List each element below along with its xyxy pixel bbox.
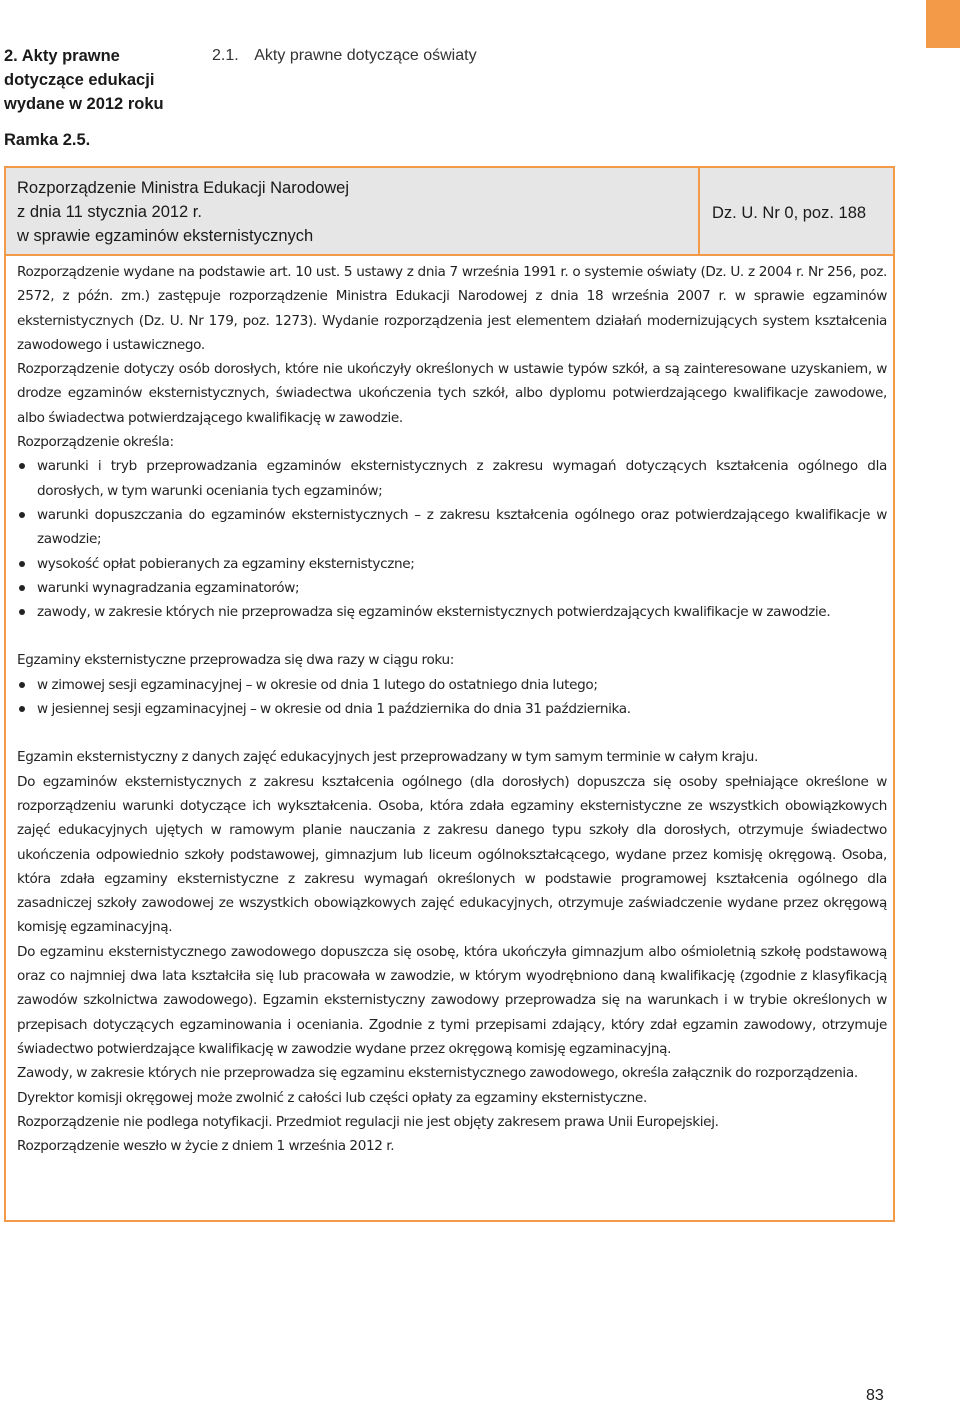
body-paragraph: Rozporządzenie dotyczy osób dorosłych, które nie ukończyły określonych w ustawie typów szkół, a są zainteresowane uzyskaniem, w drodze egzaminów eksternistycznych, świadectwa ukończenia tych szkół, albo dyplomu potwierdzającego kwalifikacje zawodowe, albo świadectwa potwierdzającego kwalifikację w zawodzie. xyxy=(17,361,887,426)
page-number: 83 xyxy=(866,1387,884,1404)
list-item-text: w zimowej sesji egzaminacyjnej – w okresie od dnia 1 lutego do ostatniego dnia lutego; xyxy=(37,676,598,693)
list-item xyxy=(17,576,887,600)
journal-reference: Dz. U. Nr 0, poz. 188 xyxy=(712,204,867,222)
chapter-heading xyxy=(4,44,204,116)
body-paragraph: Do egzaminów eksternistycznych z zakresu kształcenia ogólnego (dla dorosłych) dopuszcza się osoby spełniające określone w rozporządzeniu warunki dotyczące ich wykształcenia. Osoba, która zdała egzaminy eksternistyczne ze wszystkich obowiązkowych zajęć edukacyjnych ujętych w ramowym planie nauczania z zakresu danego typu szkoły dla dorosłych, otrzymuje świadectwo ukończenia odpowiednio szkoły podstawowej, gimnazjum lub liceum ogólnokształcącego, wydane przez komisję okręgową. Osoba, która zdała egzaminy eksternistyczne z zakresu wymagań określonych w podstawie programowej kształcenia ogólnego dla zasadniczej szkoły zawodowej ze wszystkich obowiązkowych zajęć edukacyjnych, otrzymuje zaświadczenie wydane przez okręgową komisję egzaminacyjną. xyxy=(17,773,887,936)
ramka-label: Ramka 2.5. xyxy=(4,131,91,149)
body-paragraph: Egzaminy eksternistyczne przeprowadza się dwa razy w ciągu roku: xyxy=(17,652,455,669)
regulation-box-header xyxy=(6,168,893,256)
bullet-icon xyxy=(19,463,25,469)
section-title: Akty prawne dotyczące oświaty xyxy=(254,47,477,64)
scope-list xyxy=(17,454,887,624)
spacer xyxy=(17,624,887,648)
list-item xyxy=(17,552,887,576)
section-number: 2.1. xyxy=(212,47,239,64)
list-item xyxy=(17,673,887,697)
bullet-icon xyxy=(19,512,25,518)
spacer xyxy=(17,721,887,745)
list-item xyxy=(17,454,887,503)
regulation-title-line: w sprawie egzaminów eksternistycznych xyxy=(17,227,314,245)
body-paragraph: Dyrektor komisji okręgowej może zwolnić z całości lub części opłaty za egzaminy eksternistyczne. xyxy=(17,1089,647,1106)
regulation-body xyxy=(17,260,887,1158)
regulation-box xyxy=(4,166,895,1222)
body-paragraph: Rozporządzenie nie podlega notyfikacji. Przedmiot regulacji nie jest objęty zakresem prawa Unii Europejskiej. xyxy=(17,1113,719,1130)
list-item xyxy=(17,503,887,552)
list-item-text: w jesiennej sesji egzaminacyjnej – w okresie od dnia 1 października do dnia 31 października. xyxy=(37,701,631,718)
bullet-icon xyxy=(19,609,25,615)
body-paragraph: Do egzaminu eksternistycznego zawodowego dopuszcza się osobę, która ukończyła gimnazjum albo ośmioletnią szkołę podstawową oraz co najmniej dwa lata kształciła się lub pracowała w zawodzie, w którym wyodrębniono daną kwalifikację (zgodnie z klasyfikacją zawodów szkolnictwa zawodowego). Egzamin eksternistyczny zawodowy przeprowadza się na warunkach i w trybie określonych w przepisach dotyczących egzaminowania i oceniania. Zgodnie z tymi przepisami zdający, który zdał egzamin zawodowy, otrzymuje świadectwo potwierdzające kwalifikację w zawodzie wydane przez okręgową komisję egzaminacyjną. xyxy=(17,943,887,1057)
header-divider xyxy=(698,168,700,254)
body-paragraph: Egzamin eksternistyczny z danych zajęć edukacyjnych jest przeprowadzany w tym samym terminie w całym kraju. xyxy=(17,749,758,766)
chapter-heading-line: 2. Akty prawne xyxy=(4,47,120,65)
bullet-icon xyxy=(19,585,25,591)
list-item xyxy=(17,600,887,624)
body-paragraph: Rozporządzenie określa: xyxy=(17,434,174,451)
orange-corner-tab xyxy=(926,0,960,48)
section-heading xyxy=(212,44,477,68)
bullet-icon xyxy=(19,682,25,688)
regulation-title-line: Rozporządzenie Ministra Edukacji Narodowej xyxy=(17,179,349,197)
list-item-text: wysokość opłat pobieranych za egzaminy eksternistyczne; xyxy=(37,555,415,572)
list-item-text: zawody, w zakresie których nie przeprowadza się egzaminów eksternistycznych potwierdzających kwalifikacje w zawodzie. xyxy=(37,604,831,621)
list-item-text: warunki i tryb przeprowadzania egzaminów eksternistycznych z zakresu wymagań dotyczących kształcenia ogólnego dla dorosłych, w tym warunki oceniania tych egzaminów; xyxy=(37,458,887,499)
regulation-title xyxy=(17,176,687,248)
body-paragraph: Rozporządzenie wydane na podstawie art. 10 ust. 5 ustawy z dnia 7 września 1991 r. o systemie oświaty (Dz. U. z 2004 r. Nr 256, poz. 2572, z późn. zm.) zastępuje rozporządzenie Ministra Edukacji Narodowej z dnia 18 września 2007 r. w sprawie egzaminów eksternistycznych (Dz. U. Nr 179, poz. 1273). Wydanie rozporządzenia jest elementem działań modernizujących system kształcenia zawodowego i ustawicznego. xyxy=(17,264,887,353)
body-paragraph: Zawody, w zakresie których nie przeprowadza się egzaminu eksternistycznego zawodowego, określa załącznik do rozporządzenia. xyxy=(17,1065,858,1082)
list-item-text: warunki wynagradzania egzaminatorów; xyxy=(37,579,300,596)
bullet-icon xyxy=(19,706,25,712)
body-paragraph: Rozporządzenie weszło w życie z dniem 1 września 2012 r. xyxy=(17,1138,395,1155)
list-item xyxy=(17,697,887,721)
chapter-heading-line: dotyczące edukacji xyxy=(4,71,155,89)
bullet-icon xyxy=(19,561,25,567)
chapter-heading-line: wydane w 2012 roku xyxy=(4,95,164,113)
list-item-text: warunki dopuszczania do egzaminów eksternistycznych – z zakresu kształcenia ogólnego oraz potwierdzającego kwalifikacje w zawodzie; xyxy=(37,506,887,548)
regulation-title-line: z dnia 11 stycznia 2012 r. xyxy=(17,203,202,221)
session-list xyxy=(17,673,887,722)
